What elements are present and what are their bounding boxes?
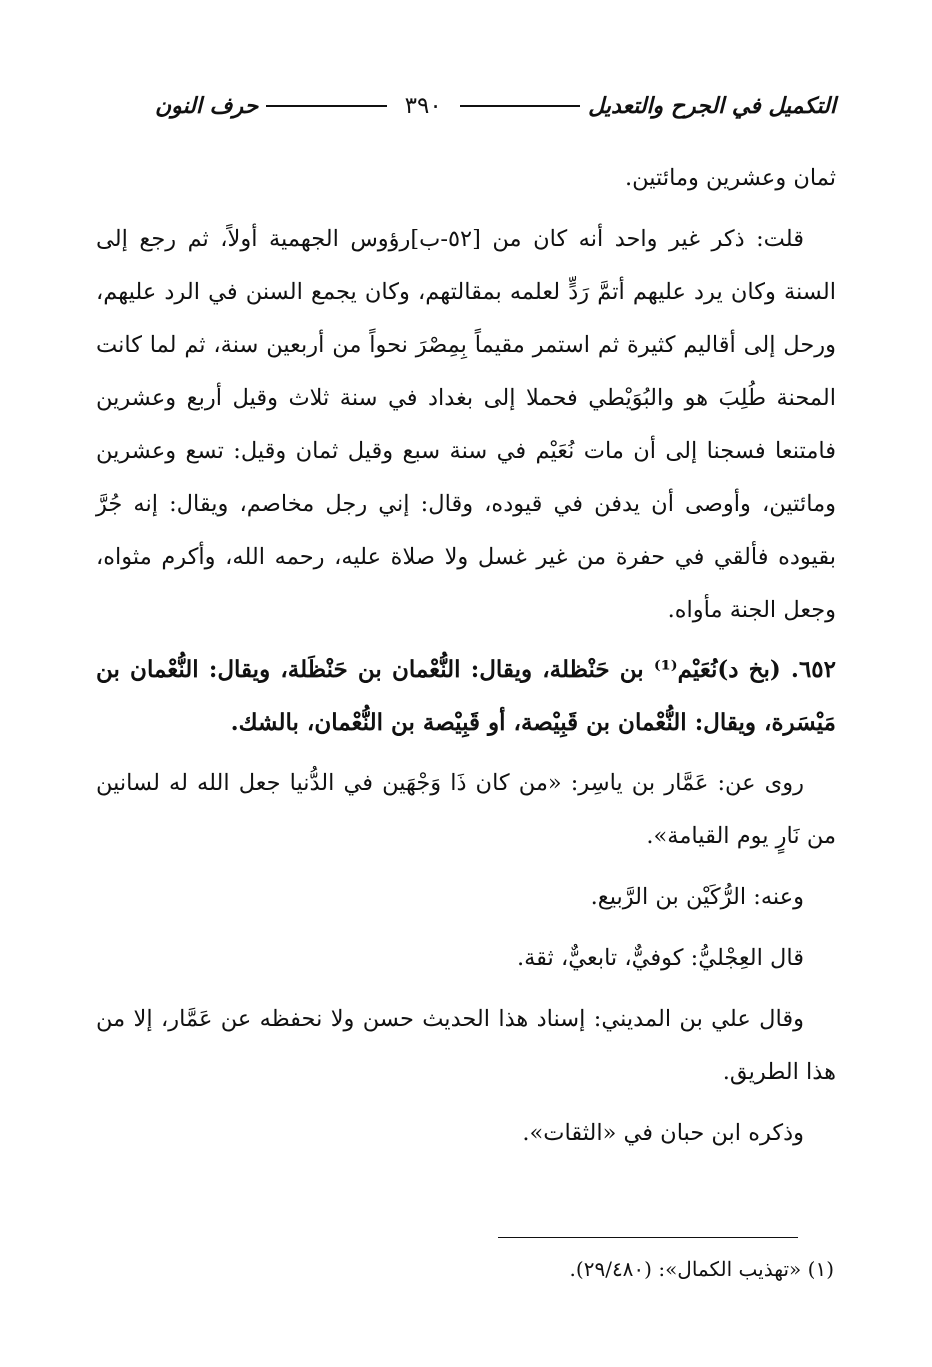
book-title: التكميل في الجرح والتعديل bbox=[588, 93, 836, 119]
paragraph-narration: روى عن: عَمَّار بن ياسِر: «من كان ذَا وَجْهَين في الدُّنيا جعل الله له لسانين من نَارٍ يوم القيامة». bbox=[96, 770, 836, 849]
paragraph-students: وعنه: الرُّكَيْن بن الرَّبيع. bbox=[590, 884, 804, 910]
page-number: ٣٩٠ bbox=[404, 93, 442, 119]
paragraph-madini: وقال علي بن المديني: إسناد هذا الحديث حسن ولا نحفظه عن عَمَّار، إلا من هذا الطريق. bbox=[96, 1006, 836, 1085]
entry-number: ٦٥٢. bbox=[790, 656, 836, 683]
header-rule-right bbox=[460, 105, 580, 107]
running-header bbox=[155, 88, 836, 124]
footnote: (١) «تهذيب الكمال»: (٢٩/٤٨٠). bbox=[569, 1257, 834, 1281]
section-title: حرف النون bbox=[155, 93, 259, 119]
paragraph-continuation: ثمان وعشرين ومائتين. bbox=[624, 165, 836, 191]
footnote-separator bbox=[498, 1237, 798, 1238]
main-text bbox=[96, 152, 836, 1160]
paragraph-ijli: قال العِجْليُّ: كوفيٌّ، تابعيٌّ، ثقة. bbox=[516, 945, 804, 971]
paragraph-commentary: قلت: ذكر غير واحد أنه كان من [٥٢-ب]رؤوس الجهمية أولاً، ثم رجع إلى السنة وكان يرد عليهم أتمَّ رَدٍّ لعلمه بمقالتهم، وكان يجمع السنن في الرد عليهم، ورحل إلى أقاليم كثيرة ثم استمر مقيماً بِمِصْرَ نحواً من أربعين سنة، ثم لما كانت المحنة طُلِبَ هو والبُوَيْطي فحملا إلى بغداد في سنة ثلاث وقيل أربع وعشرين فامتنعا فسجنا إلى أن مات نُعَيْم في سنة سبع وقيل ثمان وقيل: تسع وعشرين ومائتين، وأوصى أن يدفن في قيوده، وقال: إني رجل مخاصم، ويقال: إنه جُرَّ بقيوده فألقي في حفرة من غير غسل ولا صلاة عليه، رحمه الله، وأكرم مثواه، وجعل الجنة مأواه. bbox=[96, 226, 836, 623]
paragraph-ibn-hibban: وذكره ابن حبان في «الثقات». bbox=[522, 1120, 804, 1146]
entry-title: (بخ د)نُعَيْم⁽¹⁾ بن حَنْظلة، ويقال: النُّعْمان بن حَنْظَلة، ويقال: النُّعْمان بن مَيْسَرة، ويقال: النُّعْمان بن قَبِيْصة، أو قَبِيْصة بن النُّعْمان، بالشك. bbox=[96, 656, 836, 736]
header-rule-left bbox=[266, 105, 386, 107]
biography-entry-heading bbox=[96, 643, 836, 749]
